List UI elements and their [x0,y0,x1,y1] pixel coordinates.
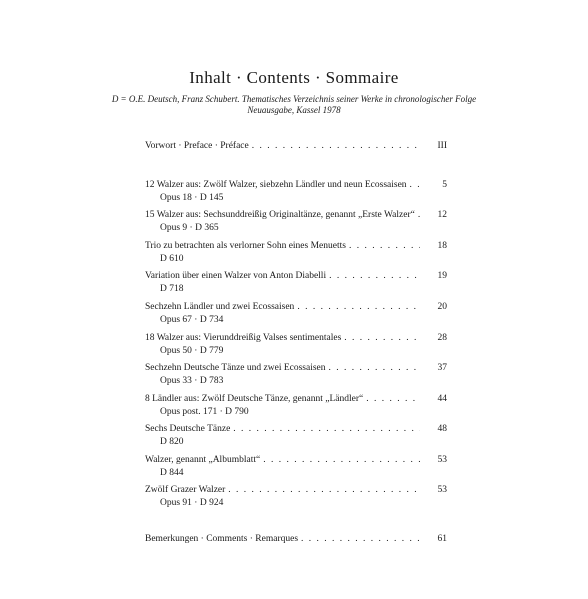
toc-entry-title: Trio zu betrachten als verlorner Sohn eines Menuetts [145,241,346,251]
toc-page-number: 28 [437,333,447,343]
toc-entry-title: Bemerkungen · Comments · Remarques [145,534,299,544]
catalogue-note [60,94,528,116]
toc-entry-title: Sechs Deutsche Tänze [145,424,231,434]
dot-leader [344,332,420,345]
toc-page-number: III [437,141,447,151]
toc-entry-title: 12 Walzer aus: Zwölf Walzer, siebzehn Ländler und neun Ecossaisen [145,180,407,190]
dot-leader [410,179,420,192]
toc-page-number: 53 [437,485,447,495]
toc-entry-remarks[interactable] [145,533,447,546]
toc-entry[interactable] [145,332,447,358]
toc-entry-title: Sechzehn Ländler und zwei Ecossaisen [145,302,295,312]
toc-entry-title: Walzer, genannt „Albumblatt“ [145,455,261,465]
toc-page-number: 53 [437,455,447,465]
dot-leader [228,484,420,497]
toc-page-number: 61 [437,534,447,544]
toc-entry-title: Vorwort · Preface · Préface [145,141,249,151]
toc-entry-title: Sechzehn Deutsche Tänze und zwei Ecossaisen [145,363,326,373]
toc-page-number: 44 [437,394,447,404]
toc-entry-opus: D 718 [160,284,184,294]
toc-entry-opus: Opus 18 · D 145 [160,193,224,203]
toc-entry[interactable] [145,454,447,480]
toc-entry-title: 18 Walzer aus: Vierunddreißig Valses sentimentales [145,333,342,343]
catalogue-note-line-2: Neuausgabe, Kassel 1978 [247,105,341,115]
toc-entry-opus: Opus 33 · D 783 [160,376,224,386]
dot-leader [233,423,420,436]
toc-entry-title: Variation über einen Walzer von Anton Diabelli [145,271,327,281]
toc-page-number: 5 [442,180,447,190]
toc-entry-opus: Opus 91 · D 924 [160,498,224,508]
toc-entry-opus: Opus 50 · D 779 [160,346,224,356]
toc-entry[interactable] [145,209,447,235]
dot-leader [329,362,420,375]
toc-page-number: 20 [437,302,447,312]
toc-entry[interactable] [145,240,447,266]
toc-entry[interactable] [145,301,447,327]
dot-leader [263,454,420,467]
toc-entry-title: Zwölf Grazer Walzer [145,485,226,495]
toc-entry[interactable] [145,393,447,419]
toc-entry-opus: Opus post. 171 · D 790 [160,407,249,417]
toc-entry-opus: D 610 [160,254,184,264]
toc-page-number: 48 [437,424,447,434]
dot-leader [297,301,420,314]
dot-leader [366,393,420,406]
toc-entry-opus: D 844 [160,468,184,478]
toc-entry[interactable] [145,270,447,296]
dot-leader [252,140,420,153]
toc-entry-title: 8 Ländler aus: Zwölf Deutsche Tänze, genannt „Ländler“ [145,394,364,404]
toc-entry[interactable] [145,179,447,205]
toc-entry-preface[interactable] [145,140,447,153]
dot-leader [349,240,420,253]
toc-page-number: 12 [437,210,447,220]
page-title: Inhalt · Contents · Sommaire [189,68,399,87]
dot-leader [418,209,420,222]
toc-entry[interactable] [145,362,447,388]
dot-leader [301,533,420,546]
dot-leader [329,270,420,283]
toc-page-number: 19 [437,271,447,281]
toc-entry[interactable] [145,423,447,449]
catalogue-note-line-1: D = O.E. Deutsch, Franz Schubert. Thematisches Verzeichnis seiner Werke in chronologischer Folge [111,94,477,104]
toc-entry[interactable] [145,484,447,510]
toc-entry-opus: Opus 67 · D 734 [160,315,224,325]
toc-page-number: 18 [437,241,447,251]
toc-entry-opus: D 820 [160,437,184,447]
toc-entry-title: 15 Walzer aus: Sechsunddreißig Originaltänze, genannt „Erste Walzer“ [145,210,415,220]
toc-entry-opus: Opus 9 · D 365 [160,223,219,233]
toc-page-number: 37 [437,363,447,373]
